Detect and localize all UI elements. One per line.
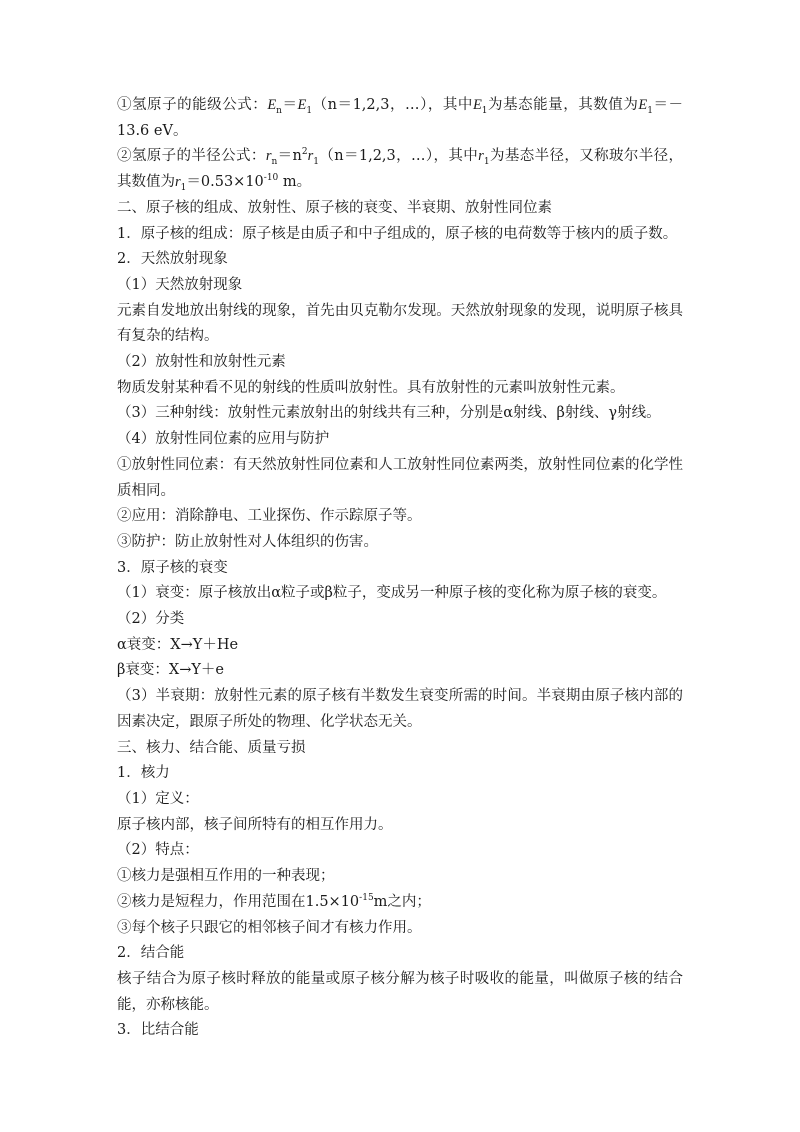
text-line-l17: （2）分类 <box>117 611 185 628</box>
text-line-l24: 原子核内部，核子间所特有的相互作用力。 <box>117 816 393 833</box>
text-line-l21: 三、核力、结合能、质量亏损 <box>117 739 306 756</box>
text-line-l1: ①氢原子的能级公式：$E_n=E_1(n=1,2,3$，…），其中$E_1$为基态能量，其数值为$E_1=-13.6$ eV。 <box>117 97 684 139</box>
text-line-l7: 元素自发地放出射线的现象，首先由贝克勒尔发现。天然放射现象的发现，说明原子核具有复杂的结构。 <box>117 302 683 345</box>
text-line-l29: 2．结合能 <box>117 945 185 962</box>
text-line-l18: α衰变：X→Y＋He <box>117 636 239 653</box>
text-line-l13: ②应用：消除静电、工业探伤、作示踪原子等。 <box>117 508 422 525</box>
text-line-l10: （3）三种射线：放射性元素放射出的射线共有三种，分别是α射线、β射线、γ射线。 <box>117 405 661 422</box>
text-line-l27: ②核力是短程力，作用范围在$1.5\times 10^{-15}m$之内； <box>117 892 431 910</box>
text-line-l23: （1）定义： <box>117 790 199 807</box>
text-line-l30: 核子结合为原子核时释放的能量或原子核分解为核子时吸收的能量，叫做原子核的结合能，亦称核能。 <box>117 970 683 1013</box>
text-line-l5: 2．天然放射现象 <box>117 251 228 268</box>
text-line-l16: （1）衰变：原子核放出α粒子或β粒子，变成另一种原子核的变化称为原子核的衰变。 <box>117 585 667 602</box>
text-line-l22: 1．核力 <box>117 765 170 782</box>
text-line-l9: 物质发射某种看不见的射线的性质叫放射性。具有放射性的元素叫放射性元素。 <box>117 379 625 396</box>
text-line-l4: 1．原子核的组成：原子核是由质子和中子组成的，原子核的电荷数等于核内的质子数。 <box>117 225 678 242</box>
text-line-l26: ①核力是强相互作用的一种表现； <box>117 868 335 885</box>
text-line-l12: ①放射性同位素：有天然放射性同位素和人工放射性同位素两类，放射性同位素的化学性质相同。 <box>117 456 683 499</box>
document-body <box>117 93 683 1044</box>
text-line-l3: 二、原子核的组成、放射性、原子核的衰变、半衰期、放射性同位素 <box>117 199 552 216</box>
text-line-l25: （2）特点： <box>117 842 199 859</box>
text-line-l2: ②氢原子的半径公式：$r_n=n^2r_1(n=1,2,3$，…），其中$r_1$为基态半径，又称玻尔半径，其数值为$r_1=0.53\times 10^{-10}$ m。 <box>117 147 684 193</box>
text-line-l8: （2）放射性和放射性元素 <box>117 354 286 371</box>
text-line-l14: ③防护：防止放射性对人体组织的伤害。 <box>117 533 378 550</box>
text-line-l28: ③每个核子只跟它的相邻核子间才有核力作用。 <box>117 919 422 936</box>
text-line-l31: 3．比结合能 <box>117 1022 199 1039</box>
text-line-l11: （4）放射性同位素的应用与防护 <box>117 431 330 448</box>
text-line-l6: （1）天然放射现象 <box>117 276 243 293</box>
text-line-l15: 3．原子核的衰变 <box>117 559 228 576</box>
text-line-l19: β衰变：X→Y＋e <box>117 662 225 679</box>
text-line-l20: （3）半衰期：放射性元素的原子核有半数发生衰变所需的时间。半衰期由原子核内部的因素决定，跟原子所处的物理、化学状态无关。 <box>117 688 683 730</box>
